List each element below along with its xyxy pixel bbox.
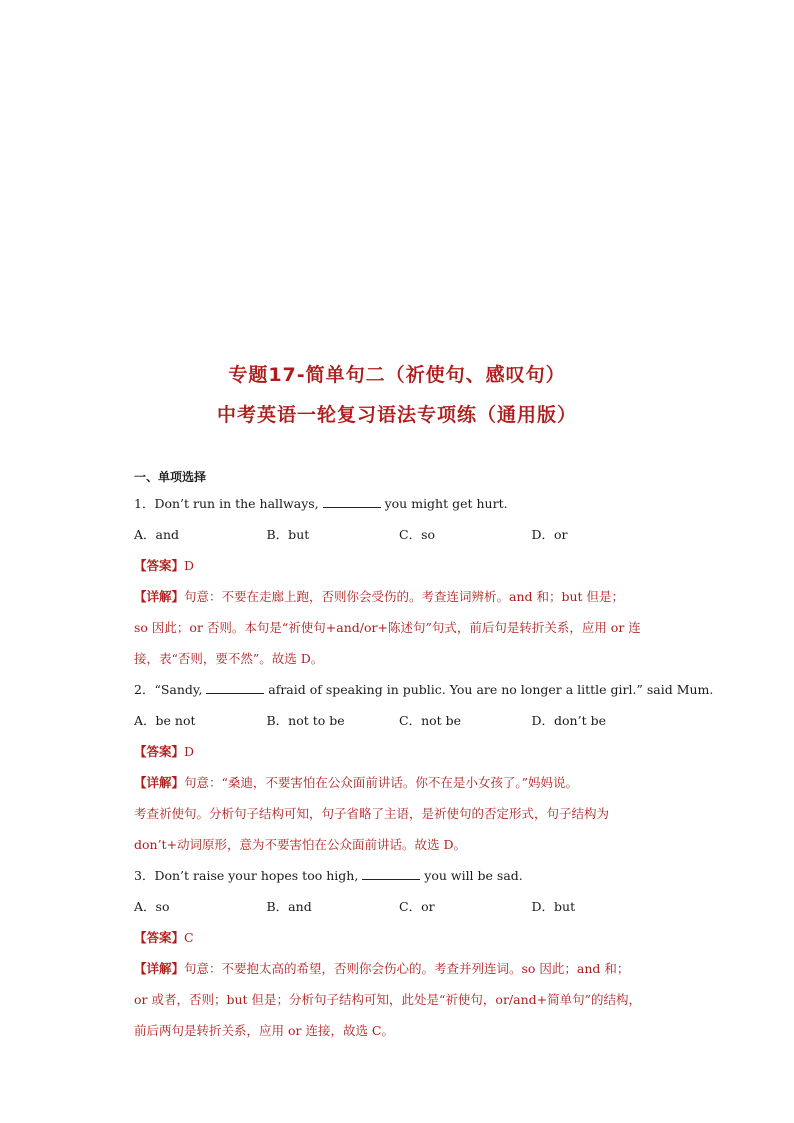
question-3 bbox=[134, 860, 664, 1046]
options-row bbox=[134, 705, 664, 736]
exercise-content bbox=[134, 466, 714, 1046]
explanation-label: 【详解】 bbox=[134, 775, 185, 790]
answer-line bbox=[134, 550, 664, 581]
explanation-line: 考查祈使句。分析句子结构可知，句子省略了主语，是祈使句的否定形式，句子结构为 bbox=[134, 806, 610, 821]
answer-line bbox=[134, 736, 664, 767]
stem-text: afraid of speaking in public. You are no longer a little girl.” said Mum. bbox=[264, 682, 714, 697]
option-a: A．and bbox=[134, 527, 180, 542]
option-d: D．don’t be bbox=[531, 713, 606, 728]
answer-value: C bbox=[184, 930, 194, 945]
stem-text: you might get hurt. bbox=[380, 496, 508, 511]
explanation-text: 句意：不要在走廊上跑，否则你会受伤的。考查连词辨析。and 和；but 但是； bbox=[184, 589, 625, 604]
question-2 bbox=[134, 674, 714, 860]
explanation-line bbox=[134, 581, 664, 612]
options-row bbox=[134, 519, 664, 550]
explanation-text: 句意：不要抱太高的希望，否则你会伤心的。考查并列连词。so 因此；and 和； bbox=[184, 961, 630, 976]
answer-label: 【答案】 bbox=[134, 930, 185, 945]
answer-blank bbox=[206, 681, 264, 694]
explanation-label: 【详解】 bbox=[134, 589, 185, 604]
explanation-text: 句意：“桑迪，不要害怕在公众面前讲话。你不在是小女孩了。”妈妈说。 bbox=[184, 775, 579, 790]
explanation-line bbox=[134, 953, 664, 984]
title-line-2: 中考英语一轮复习语法专项练（通用版） bbox=[216, 404, 577, 426]
question-1 bbox=[134, 488, 664, 674]
option-d: D．or bbox=[531, 527, 568, 542]
explanation-line: or 或者，否则；but 但是；分析句子结构可知，此处是“祈使句，or/and+简单句”的结构， bbox=[134, 992, 641, 1007]
option-c: C．or bbox=[399, 899, 435, 914]
explanation-line: 接，表“否则，要不然”。故选 D。 bbox=[134, 651, 324, 666]
answer-blank bbox=[362, 867, 420, 880]
explanation-line: don’t+动词原形，意为不要害怕在公众面前讲话。故选 D。 bbox=[134, 837, 467, 852]
explanation-line: so 因此；or 否则。本句是“祈使句+and/or+陈述句”句式，前后句是转折关系，应用 or 连 bbox=[134, 620, 641, 635]
question-stem bbox=[134, 860, 664, 891]
explanation-line bbox=[134, 767, 664, 798]
section-heading: 一、单项选择 bbox=[134, 470, 207, 484]
options-row bbox=[134, 891, 664, 922]
question-stem bbox=[134, 488, 664, 519]
answer-value: D bbox=[184, 744, 195, 759]
option-a: A．be not bbox=[134, 713, 196, 728]
title-line-1: 专题17-简单句二（祈使句、感叹句） bbox=[228, 364, 566, 386]
explanation-label: 【详解】 bbox=[134, 961, 185, 976]
stem-text: 3．Don’t raise your hopes too high, bbox=[134, 868, 363, 883]
answer-blank bbox=[323, 495, 381, 508]
answer-value: D bbox=[184, 558, 195, 573]
stem-text: 1．Don’t run in the hallways, bbox=[134, 496, 323, 511]
answer-label: 【答案】 bbox=[134, 558, 185, 573]
stem-text: 2．“Sandy, bbox=[134, 682, 207, 697]
answer-line bbox=[134, 922, 664, 953]
option-b: B．not to be bbox=[266, 713, 345, 728]
option-d: D．but bbox=[531, 899, 576, 914]
option-c: C．not be bbox=[399, 713, 462, 728]
question-stem bbox=[134, 674, 714, 705]
stem-text: you will be sad. bbox=[420, 868, 523, 883]
explanation-line: 前后两句是转折关系，应用 or 连接，故选 C。 bbox=[134, 1023, 394, 1038]
explanation bbox=[134, 953, 664, 1046]
answer-label: 【答案】 bbox=[134, 744, 185, 759]
explanation bbox=[134, 581, 664, 674]
option-c: C．so bbox=[399, 527, 436, 542]
option-b: B．and bbox=[266, 899, 312, 914]
option-a: A．so bbox=[134, 899, 170, 914]
explanation bbox=[134, 767, 664, 860]
option-b: B．but bbox=[266, 527, 310, 542]
